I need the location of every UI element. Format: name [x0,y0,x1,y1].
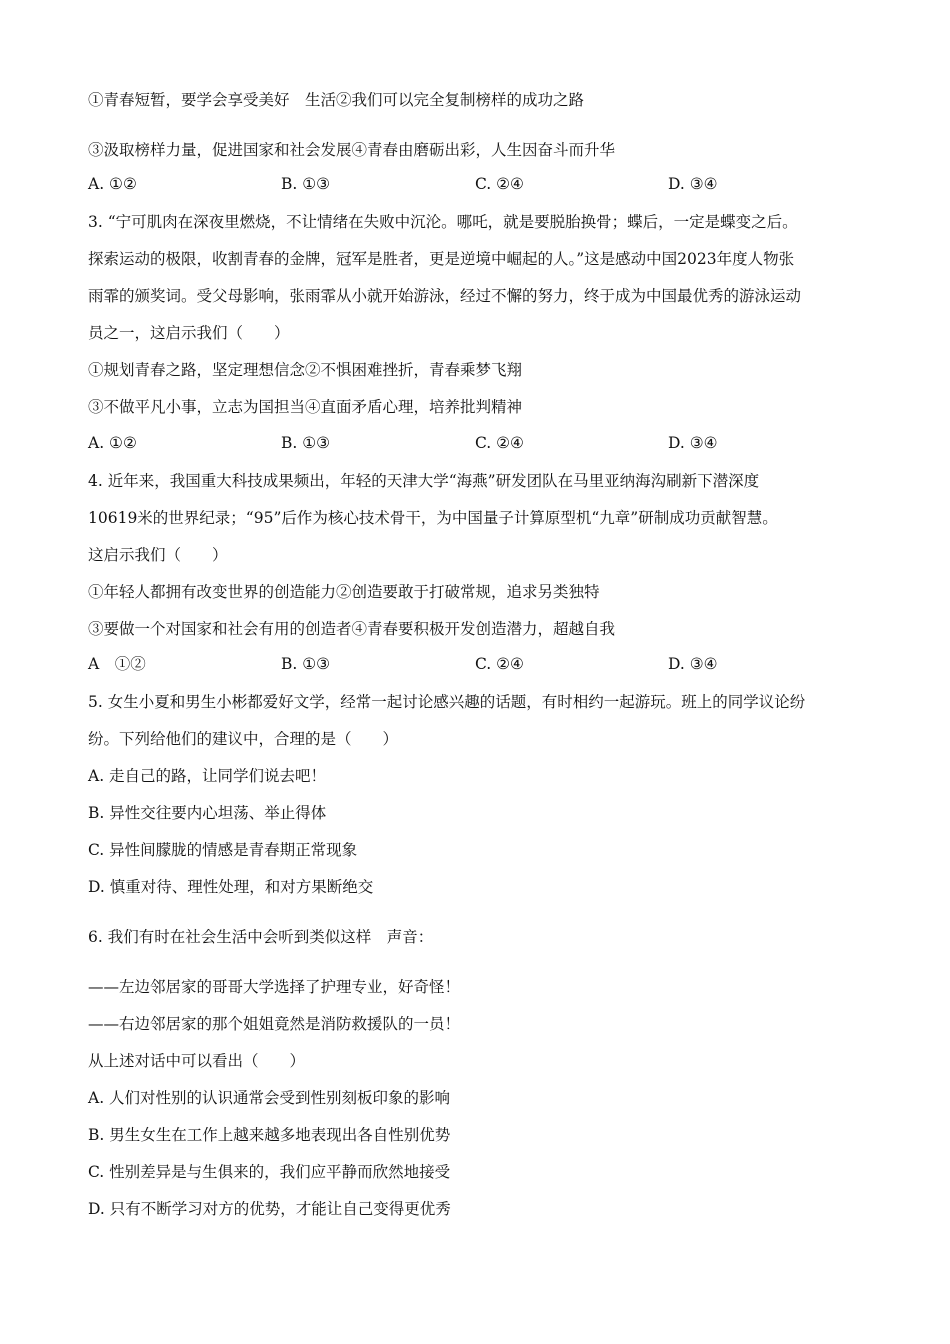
q5-stem-line-1: 5. 女生小夏和男生小彬都爱好文学，经常一起讨论感兴趣的话题，有时相约一起游玩。班上的同学议论纷 [88,693,806,711]
q3-options [88,432,888,454]
q3-stem-line-1: 3. “宁可肌肉在深夜里燃烧，不让情绪在失败中沉沦。哪吒，就是要脱胎换骨；蝶后，一定是蝶变之后。 [88,213,798,231]
q5-option-c[interactable]: C. 异性间朦胧的情感是青春期正常现象 [88,841,358,859]
q2-option-d[interactable]: D. ③④ [668,175,718,193]
q4-option-c[interactable]: C. ②④ [475,655,524,673]
q3-statement-1: ①规划青春之路，坚定理想信念②不惧困难挫折，青春乘梦飞翔 [88,361,523,379]
q4-stem-line-2: 10619米的世界纪录；“95”后作为核心技术骨干，为中国量子计算原型机“九章”研制成功贡献智慧。 [88,509,778,527]
q3-stem-line-4: 员之一，这启示我们（ ） [88,324,290,342]
q5-option-b[interactable]: B. 异性交往要内心坦荡、举止得体 [88,804,327,822]
q3-statement-2: ③不做平凡小事，立志为国担当④直面矛盾心理，培养批判精神 [88,398,523,416]
q4-stem-line-3: 这启示我们（ ） [88,546,228,564]
q2-statement-2: ③汲取榜样力量，促进国家和社会发展④青春由磨砺出彩，人生因奋斗而升华 [88,141,616,159]
q2-option-c[interactable]: C. ②④ [475,175,524,193]
q2-statement-1: ①青春短暂，要学会享受美好 生活②我们可以完全复制榜样的成功之路 [88,91,585,109]
q4-stem-line-1: 4. 近年来，我国重大科技成果频出，年轻的天津大学“海燕”研发团队在马里亚纳海沟刷新下潜深度 [88,472,760,490]
q4-option-a[interactable]: A ①② [88,655,146,673]
q2-option-a[interactable]: A. ①② [88,175,137,193]
q4-option-d[interactable]: D. ③④ [668,655,718,673]
q3-option-b[interactable]: B. ①③ [281,434,331,452]
q6-dialogue-1: ——左边邻居家的哥哥大学选择了护理专业，好奇怪！ [88,978,461,996]
q2-option-b[interactable]: B. ①③ [281,175,331,193]
q5-option-a[interactable]: A. 走自己的路，让同学们说去吧！ [88,767,327,785]
q4-statement-1: ①年轻人都拥有改变世界的创造能力②创造要敢于打破常规，追求另类独特 [88,583,600,601]
q6-stem-line-1: 6. 我们有时在社会生活中会听到类似这样 声音： [88,928,434,946]
q3-option-d[interactable]: D. ③④ [668,434,718,452]
q6-option-d[interactable]: D. 只有不断学习对方的优势，才能让自己变得更优秀 [88,1200,451,1218]
q2-options [88,173,888,195]
q5-stem-line-2: 纷。下列给他们的建议中，合理的是（ ） [88,730,399,748]
q4-options [88,653,888,675]
q6-stem-line-4: 从上述对话中可以看出（ ） [88,1052,306,1070]
q6-option-b[interactable]: B. 男生女生在工作上越来越多地表现出各自性别优势 [88,1126,451,1144]
q6-option-c[interactable]: C. 性别差异是与生俱来的，我们应平静而欣然地接受 [88,1163,451,1181]
q5-option-d[interactable]: D. 慎重对待、理性处理，和对方果断绝交 [88,878,374,896]
q4-statement-2: ③要做一个对国家和社会有用的创造者④青春要积极开发创造潜力，超越自我 [88,620,616,638]
q3-stem-line-2: 探索运动的极限，收割青春的金牌，冠军是胜者，更是逆境中崛起的人。”这是感动中国2023年度人物张 [88,250,795,268]
q3-stem-line-3: 雨霏的颁奖词。受父母影响，张雨霏从小就开始游泳，经过不懈的努力，终于成为中国最优秀的游泳运动 [88,287,802,305]
q6-option-a[interactable]: A. 人们对性别的认识通常会受到性别刻板印象的影响 [88,1089,451,1107]
q3-option-c[interactable]: C. ②④ [475,434,524,452]
q3-option-a[interactable]: A. ①② [88,434,137,452]
q6-dialogue-2: ——右边邻居家的那个姐姐竟然是消防救援队的一员！ [88,1015,461,1033]
q4-option-b[interactable]: B. ①③ [281,655,331,673]
